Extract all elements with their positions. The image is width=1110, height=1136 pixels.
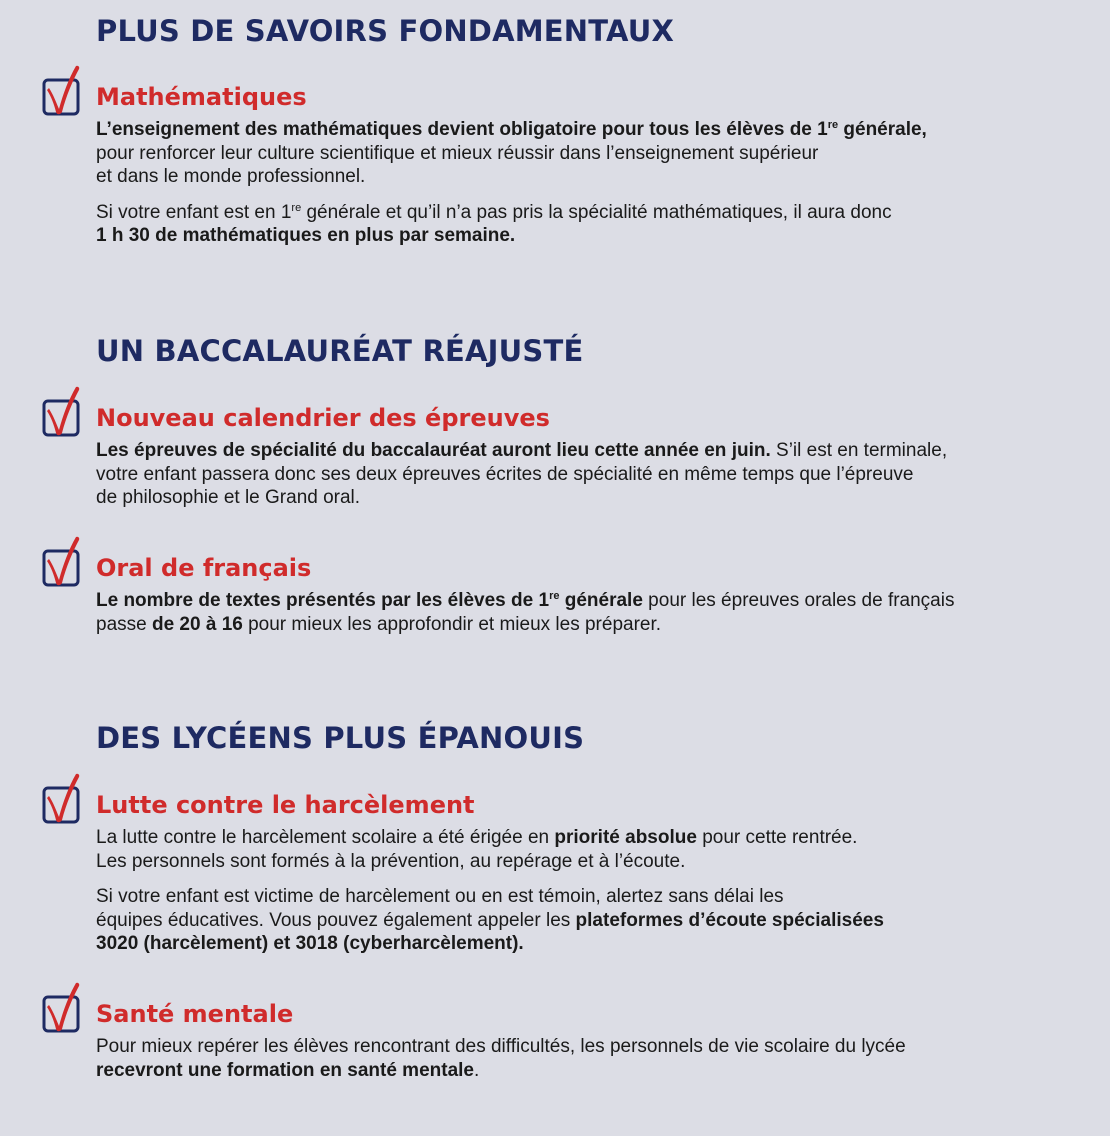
text-line: votre enfant passera donc ses deux épreuves écrites de spécialité en même temps que l’épreuve [96, 463, 914, 485]
text: pour mieux les approfondir et mieux les préparer. [242, 613, 662, 635]
item-calendrier [42, 385, 1042, 510]
text: passe [96, 613, 152, 635]
text-line: Les personnels sont formés à la prévention, au repérage et à l’écoute. [96, 850, 686, 872]
item-title: Mathématiques [96, 83, 307, 111]
text: . [474, 1059, 480, 1081]
item-title: Lutte contre le harcèlement [96, 791, 475, 819]
text-bold: plateformes d’écoute spécialisées [575, 909, 884, 931]
text-bold: recevront une formation en santé mentale [96, 1059, 474, 1081]
paragraph [96, 1035, 1016, 1082]
section-title-savoirs: PLUS DE SAVOIRS FONDAMENTAUX [96, 14, 675, 48]
superscript: re [827, 119, 839, 131]
checkbox-checked-icon [42, 535, 82, 587]
text-bold: L’enseignement des mathématiques devient obligatoire pour tous les élèves de 1 [96, 119, 828, 140]
text-line: et dans le monde professionnel. [96, 166, 366, 187]
text-bold: générale [559, 590, 643, 611]
text-bold: priorité absolue [554, 827, 697, 848]
text-bold: générale, [838, 119, 927, 140]
item-title: Nouveau calendrier des épreuves [96, 404, 550, 432]
checkbox-checked-icon [42, 385, 82, 437]
section-title-lyceens: DES LYCÉENS PLUS ÉPANOUIS [96, 721, 585, 755]
paragraph [96, 439, 1016, 510]
item-sante-mentale [42, 981, 1042, 1082]
text: pour les épreuves orales de français [642, 590, 955, 611]
superscript: re [291, 201, 302, 214]
text-bold: Les épreuves de spécialité du baccalauréat auront lieu cette année en juin. [96, 440, 771, 461]
text-bold: de 20 à 16 [151, 613, 243, 635]
paragraph [96, 589, 1016, 636]
text: Si votre enfant est en 1 [96, 201, 292, 223]
item-mathematiques [42, 64, 1042, 248]
text-line: Si votre enfant est victime de harcèlement ou en est témoin, alertez sans délai les [96, 886, 784, 907]
text: S’il est en terminale, [770, 440, 948, 461]
item-harcelement [42, 772, 1042, 956]
text-bold: Le nombre de textes présentés par les élèves de 1 [96, 590, 550, 611]
text: La lutte contre le harcèlement scolaire a été érigée en [96, 827, 555, 848]
text-line: pour renforcer leur culture scientifique et mieux réussir dans l’enseignement supérieur [96, 142, 819, 164]
paragraph [96, 826, 1016, 873]
section-title-baccalaureat: UN BACCALAURÉAT RÉAJUSTÉ [96, 334, 584, 368]
checkbox-checked-icon [42, 981, 82, 1033]
text: générale et qu’il n’a pas pris la spécialité mathématiques, il aura donc [301, 201, 892, 223]
item-title: Oral de français [96, 554, 312, 582]
text-bold: 1 h 30 de mathématiques en plus par semaine. [96, 225, 516, 246]
superscript: re [549, 590, 560, 602]
paragraph [96, 885, 1016, 956]
paragraph [96, 118, 1016, 189]
text: équipes éducatives. Vous pouvez également appeler les [96, 909, 576, 931]
paragraph [96, 201, 1016, 248]
item-oral-francais [42, 535, 1042, 636]
text-line: Pour mieux repérer les élèves rencontrant des difficultés, les personnels de vie scolaire du lycée [96, 1036, 906, 1057]
text: pour cette rentrée. [696, 827, 858, 848]
checkbox-checked-icon [42, 64, 82, 116]
checkbox-checked-icon [42, 772, 82, 824]
text-line: de philosophie et le Grand oral. [96, 487, 361, 508]
text-bold: 3020 (harcèlement) et 3018 (cyberharcèlement). [96, 933, 524, 954]
item-title: Santé mentale [96, 1000, 294, 1028]
